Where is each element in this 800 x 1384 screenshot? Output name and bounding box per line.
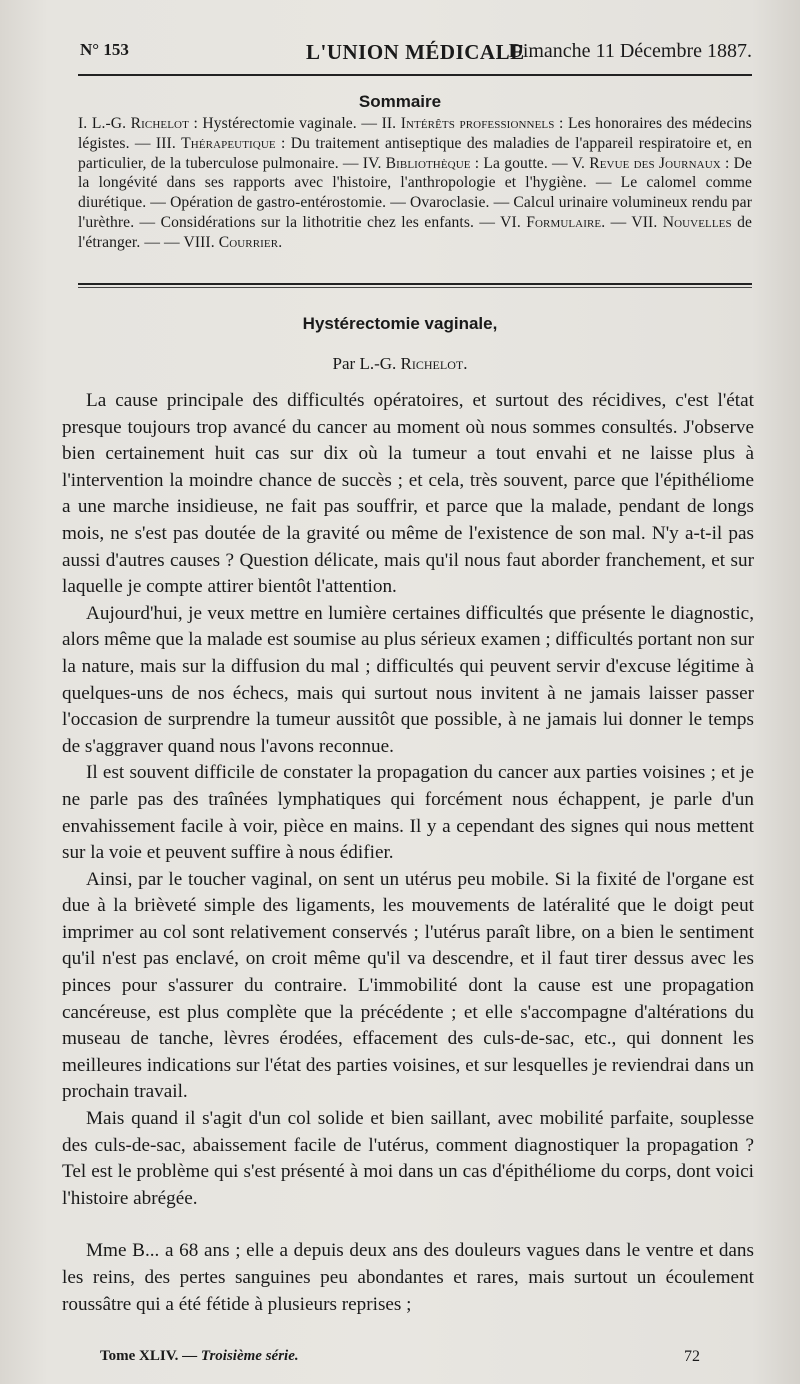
toc-section: Thérapeutique xyxy=(181,134,276,152)
sommaire-rule xyxy=(78,283,752,285)
toc-section: Revue des Journaux xyxy=(589,154,721,172)
toc-section: Courrier xyxy=(218,233,279,251)
article-body xyxy=(62,388,754,1318)
table-of-contents xyxy=(78,114,752,253)
volume-info xyxy=(100,1348,299,1365)
byline-prefix: Par xyxy=(332,354,360,373)
header-rule xyxy=(78,74,752,76)
toc-text: de l'étranger. — — VIII. xyxy=(78,213,752,251)
toc-text: : Du traitement antiseptique des maladies de l'appareil respiratoire et, en particulier, de la tuberculose pulmonaire. — IV. xyxy=(78,134,753,172)
toc-text: I. xyxy=(78,115,92,132)
page-number: 72 xyxy=(684,1348,700,1365)
toc-section: Intérêts professionnels xyxy=(400,115,555,132)
toc-section: Bibliothèque xyxy=(385,154,471,172)
article-author: L.-G. Richelot xyxy=(359,354,464,373)
paragraph: Mme B... a 68 ans ; elle a depuis deux ans des douleurs vagues dans le ventre et dans les reins, des pertes sanguines peu abondantes et rares, mais surtout un écoulement roussâtre qui a été fétide à plusieurs reprises ; xyxy=(62,1240,754,1315)
paragraph: Mais quand il s'agit d'un col solide et bien saillant, avec mobilité parfaite, souplesse des culs-de-sac, abaissement facile de l'utérus, comment diagnostiquer la propagation ? Tel est le problème qui s'est présenté à moi dans un cas d'épithéliome du corps, dont voici l'histoire abrégée. xyxy=(62,1108,754,1209)
toc-text: . — VII. xyxy=(601,213,663,231)
footer-dash: — xyxy=(178,1348,201,1364)
article-byline xyxy=(0,354,800,374)
page-header xyxy=(80,40,752,70)
paragraph: La cause principale des difficultés opératoires, et surtout des récidives, c'est l'état presque toujours trop avancé du cancer au moment où nous sommes consultés. J'observe bien certainement huit cas sur dix où la tumeur a tout envahi et ne laisse plus à l'intervention la moindre chance de succès ; et cela, très souvent, parce que l'épithéliome a une marche insidieuse, ne fait pas souffrir, et parce que la malade, pendant de longs mois, ne s'est pas doutée de la gravité ou même de l'existence de son mal. N'y a-t-il pas aussi d'autres causes ? Question délicate, mais qu'il nous faut aborder franchement, et sur laquelle je compte attirer bientôt l'attention. xyxy=(62,390,754,598)
toc-section: Formulaire xyxy=(526,213,602,231)
byline-suffix: . xyxy=(463,354,468,373)
toc-text: : De la longévité dans ses rapports avec l'histoire, l'anthropologie et l'hygiène. — Le calomel comme diurétique. — Opération de gastro-entérostomie. — Ovaroclasie. — Calcul urinaire volumineux rendu par l'urèthre. — Considérations sur la lithotritie chez les enfants. — VI. xyxy=(78,154,752,231)
serie-label: Troisième série. xyxy=(200,1348,299,1364)
toc-text: : Hystérectomie vaginale. — II. xyxy=(188,115,401,132)
toc-author: L.-G. Richelot xyxy=(91,115,189,132)
sommaire-heading: Sommaire xyxy=(358,92,442,111)
toc-text: . xyxy=(278,233,283,251)
issue-date: Dimanche 11 Décembre 1887. xyxy=(508,40,752,62)
toc-text: : La goutte. — V. xyxy=(470,154,590,172)
tome-label: Tome XLIV. xyxy=(100,1348,179,1364)
paragraph: Aujourd'hui, je veux mettre en lumière certaines difficultés que présente le diagnostic, alors même que la malade est soumise au plus sérieux examen ; difficultés portant non sur la nature, mais sur la diffusion du mal ; difficultés qui peuvent servir d'excuse légitime à quelques-uns de nos échecs, mais qui surtout nous invitent à ne jamais laisser passer l'occasion de surprendre la tumeur aussitôt que possible, à ne jamais lui donner le temps de s'aggraver quand nous l'avons reconnue. xyxy=(62,602,754,757)
paragraph: Il est souvent difficile de constater la propagation du cancer aux parties voisines ; et je ne parle pas des traînées lymphatiques qui forcément nous échappent, je parle d'un envahissement facile à voir, pièce en mains. Il y a cependant des signes qui nous mettent sur la voie et peuvent suffire à nous édifier. xyxy=(62,762,754,864)
journal-title: L'UNION MÉDICALE xyxy=(306,40,525,64)
sommaire-rule-thin xyxy=(78,287,752,288)
issue-number: N° 153 xyxy=(80,40,129,59)
paragraph: Ainsi, par le toucher vaginal, on sent un utérus peu mobile. Si la fixité de l'organe est due à la brièveté simple des ligaments, les mouvements de latéralité que le doigt peut imprimer au col sont relativement conservés ; l'utérus paraît libre, on a bien le sentiment qu'il n'est pas enclavé, on croit même qu'il va descendre, et il faut tirer dessus avec les pinces pour s'assurer du contraire. L'immobilité dont la cause est une propagation cancéreuse, est plus complète que la précédente ; et elle s'accompagne d'altérations du museau de tanche, lèvres érodées, effacement des culs-de-sac, etc., qui donnent les meilleures indications sur l'état des parties voisines, et sur lesquelles je reviendrai dans un prochain travail. xyxy=(62,868,754,1103)
article-title: Hystérectomie vaginale, xyxy=(302,314,498,333)
toc-text: : Les honoraires des médecins légistes. — III. xyxy=(78,115,752,152)
toc-section: Nouvelles xyxy=(662,213,732,231)
